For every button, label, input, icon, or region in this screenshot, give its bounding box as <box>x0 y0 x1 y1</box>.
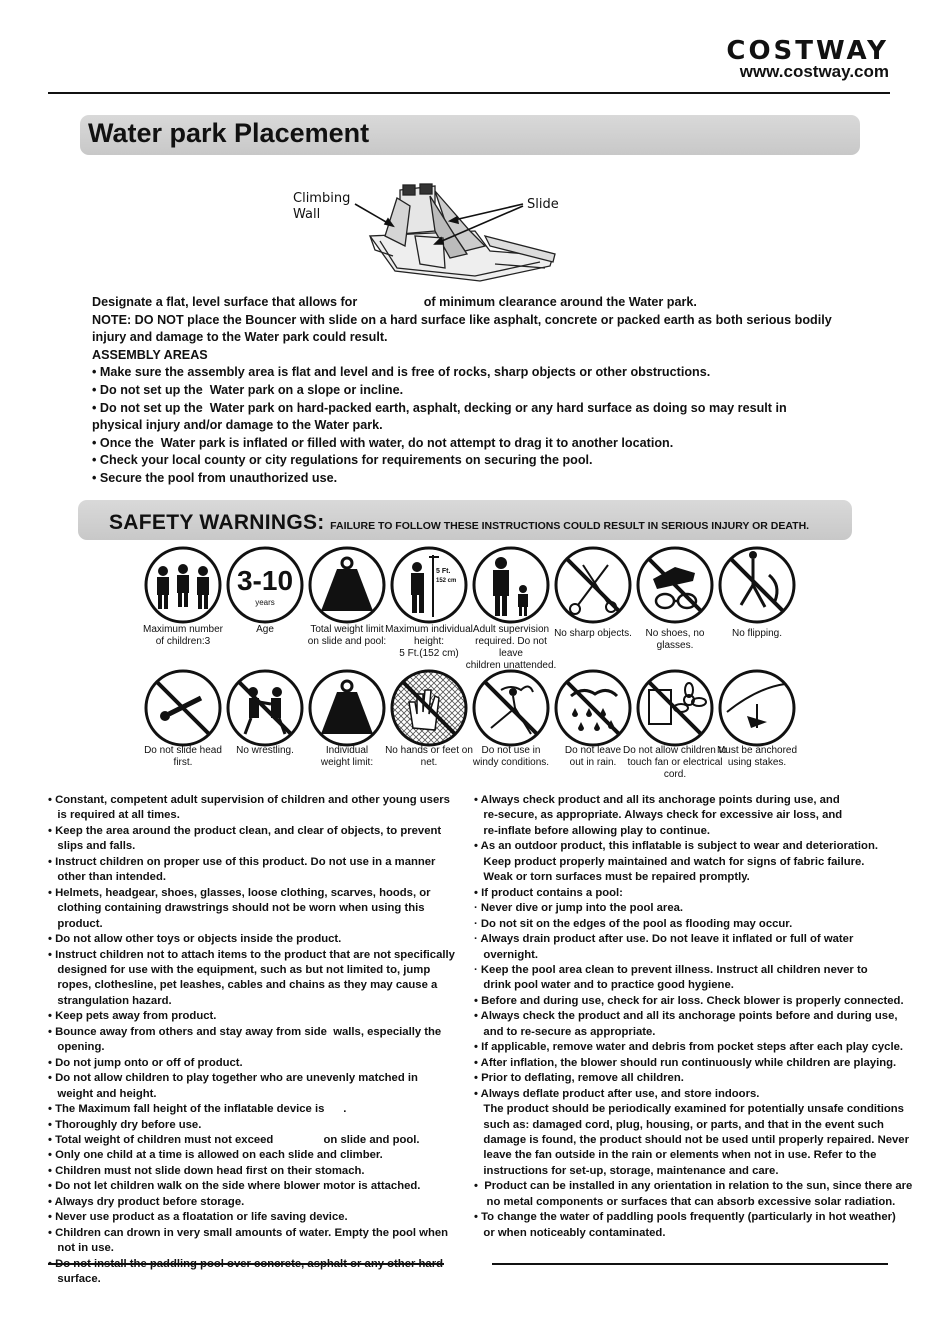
warning-line: · Never dive or jump into the pool area. <box>474 902 684 915</box>
warning-line: damage is found, the product should not be used until properly repaired. Never <box>474 1133 909 1146</box>
warning-line: such as: damaged cord, plug, housing, or parts, and that in the event such <box>474 1118 884 1131</box>
caption-no-hands-on-net: No hands or feet on net. <box>385 745 473 768</box>
warning-line: • Always check the product and all its anchorage points before and during use, <box>474 1010 898 1023</box>
warning-line: · Keep the pool area clean to prevent illness. Instruct all children never to <box>474 963 868 976</box>
warning-line: • Do not let children walk on the side where blower motor is attached. <box>48 1180 421 1193</box>
warning-line: • The Maximum fall height of the inflatable device is . <box>48 1103 347 1116</box>
height-icon <box>389 545 469 625</box>
warning-line: • Always deflate product after use, and store indoors. <box>474 1087 760 1100</box>
placement-line: • Secure the pool from unauthorized use. <box>92 471 338 485</box>
label-climbing: Climbing <box>293 191 351 206</box>
warning-line: • Only one child at a time is allowed on each slide and climber. <box>48 1149 383 1162</box>
warning-line: • Do not allow other toys or objects inside the product. <box>48 933 342 946</box>
warning-line: slips and falls. <box>48 840 136 853</box>
warning-line: strangulation hazard. <box>48 994 172 1007</box>
no-shoes-glasses-icon <box>635 545 715 625</box>
warning-line: product. <box>48 917 103 930</box>
warning-line: • Always dry product before storage. <box>48 1195 245 1208</box>
website-url[interactable]: www.costway.com <box>739 62 889 81</box>
warning-line: • Children can drown in very small amounts of water. Empty the pool when <box>48 1226 449 1239</box>
no-head-first-icon <box>143 668 223 748</box>
caption-anchored: Must be anchored using stakes. <box>716 745 798 768</box>
caption-age: Age <box>256 624 274 635</box>
warning-line: and to re-secure as appropriate. <box>474 1025 656 1038</box>
height-badge-ft: 5 Ft. <box>436 568 451 575</box>
age-badge: 3-10 <box>236 565 294 596</box>
warning-line: • Do not allow children to play together who are unevenly matched in <box>48 1072 418 1085</box>
warning-line: • Total weight of children must not exceed on slide and pool. <box>48 1133 420 1146</box>
individual-weight-icon <box>307 668 387 748</box>
warning-line: or when noticeably contaminated. <box>474 1226 666 1239</box>
caption-no-flipping: No flipping. <box>731 628 783 639</box>
placement-line: • Do not set up the Water park on a slope or incline. <box>92 383 404 397</box>
warning-line: no metal components or surfaces that can absorb excessive solar radiation. <box>474 1195 896 1208</box>
no-sharp-objects-icon <box>553 545 633 625</box>
caption-no-shoes: No shoes, no glasses. <box>645 628 705 651</box>
warning-line: • Children must not slide down head first on their stomach. <box>48 1164 365 1177</box>
warning-line: • Keep the area around the product clean, and clear of objects, to prevent <box>48 824 442 837</box>
caption-max-height: Maximum individual height: 5 Ft.(152 cm) <box>385 624 473 659</box>
warning-line: overnight. <box>474 948 539 961</box>
warning-line: re-inflate before allowing play to continue. <box>474 824 711 837</box>
warning-line: • Constant, competent adult supervision of children and other young users <box>48 794 450 806</box>
warning-line: designed for use with the equipment, such as but not limited to, jump <box>48 963 431 976</box>
right-warning-column <box>474 793 912 1241</box>
brand-logo: COSTWAY <box>726 36 889 66</box>
safety-subheading: FAILURE TO FOLLOW THESE INSTRUCTIONS COULD RESULT IN SERIOUS INJURY OR DEATH. <box>330 520 810 532</box>
placement-line: • Check your local county or city regulations for requirements on securing the pool. <box>92 453 593 468</box>
warning-line: drink pool water and to practice good hygiene. <box>474 979 734 992</box>
caption-no-fan: Do not allow children to touch fan or electrical cord. <box>623 745 727 780</box>
warning-line: clothing containing drawstrings should not be worn when using this <box>48 902 425 915</box>
no-rain-icon <box>553 668 633 748</box>
warning-line: • Instruct children on proper use of this product. Do not use in a manner <box>48 855 436 868</box>
placement-line: NOTE: DO NOT place the Bouncer with slide on a hard surface like asphalt, concrete or packed earth as both serious bodily <box>92 312 832 327</box>
water-park-illustration <box>285 176 575 286</box>
caption-individual-weight: Individual weight limit: <box>320 745 374 768</box>
left-warning-column <box>48 793 455 1288</box>
placement-title: Water park Placement <box>88 118 370 148</box>
caption-no-sharp: No sharp objects. <box>554 628 632 639</box>
warning-line: • Keep pets away from product. <box>48 1010 217 1023</box>
age-icon <box>225 545 305 625</box>
warning-line: · Always drain product after use. Do not leave it inflated or full of water <box>474 933 854 946</box>
weight-icon <box>307 545 387 625</box>
warning-line: • Prior to deflating, remove all children. <box>474 1072 684 1085</box>
label-wall: Wall <box>293 207 321 222</box>
caption-no-rain: Do not leave out in rain. <box>564 745 622 768</box>
no-touch-fan-icon <box>635 668 715 748</box>
warning-line: • After inflation, the blower should run continuously while children are playing. <box>474 1056 897 1069</box>
caption-max-children: Maximum number of children:3 <box>142 624 224 647</box>
safety-title <box>109 511 809 535</box>
warning-line: • If product contains a pool: <box>474 886 623 899</box>
placement-line: ASSEMBLY AREAS <box>92 347 208 362</box>
warning-line: • Thoroughly dry before use. <box>48 1118 202 1131</box>
warning-line: other than intended. <box>48 871 166 884</box>
caption-weight-limit: Total weight limit on slide and pool: <box>307 624 387 647</box>
anchor-stakes-icon <box>717 668 797 748</box>
placement-line: • Do not set up the Water park on hard-packed earth, asphalt, decking or any hard surface as doing so may result in <box>92 400 787 415</box>
warning-line: • Product can be installed in any orientation in relation to the sun, since there are <box>474 1180 913 1193</box>
warning-line: • To change the water of paddling pools frequently (particularly in hot weather) <box>474 1211 896 1224</box>
header-divider <box>48 92 890 94</box>
age-unit: years <box>255 598 275 607</box>
warning-line: • Never use product as a floatation or life saving device. <box>48 1211 348 1224</box>
placement-line: injury and damage to the Water park could result. <box>92 330 388 345</box>
warning-line: instructions for set-up, storage, maintenance and care. <box>474 1164 779 1177</box>
warning-line: • Always check product and all its anchorage points during use, and <box>474 794 840 806</box>
label-slide: Slide <box>527 197 559 212</box>
warning-line: weight and height. <box>48 1087 157 1100</box>
max-children-icon <box>143 545 223 625</box>
warning-line: • Do not jump onto or off of product. <box>48 1056 243 1069</box>
height-badge-cm: 152 cm <box>436 578 457 584</box>
warning-line: • If applicable, remove water and debris from pocket steps after each play cycle. <box>474 1041 904 1054</box>
warning-line: • Bounce away from others and stay away from side walls, especially the <box>48 1025 442 1038</box>
warning-line: • As an outdoor product, this inflatable is subject to wear and deterioration. <box>474 840 878 853</box>
warning-line: The product should be periodically examined for potentially unsafe conditions <box>474 1103 904 1116</box>
no-flipping-icon <box>717 545 797 625</box>
warning-line: ropes, clothesline, pet leashes, cables and chains as they may cause a <box>48 979 438 992</box>
warning-line: re-secure, as appropriate. Always check for excessive air loss, and <box>474 809 843 822</box>
warning-line: not in use. <box>48 1242 114 1255</box>
caption-adult-supervision: Adult supervision required. Do not leave children unattended. <box>465 624 557 671</box>
placement-line: physical injury and/or damage to the Water park. <box>92 418 383 433</box>
footer-divider-right <box>492 1263 888 1265</box>
warning-line: opening. <box>48 1041 105 1054</box>
no-wrestling-icon <box>225 668 305 748</box>
footer-divider-left <box>48 1263 444 1265</box>
no-hands-on-net-icon <box>389 668 469 748</box>
placement-line: • Once the Water park is inflated or filled with water, do not attempt to drag it to another location. <box>92 435 674 450</box>
warning-line: · Do not sit on the edges of the pool as flooding may occur. <box>474 917 793 930</box>
warning-line: • Instruct children not to attach items to the product that are not specifically <box>48 948 455 961</box>
warning-line: • Helmets, headgear, shoes, glasses, loose clothing, scarves, hoods, or <box>48 886 431 899</box>
placement-line: Designate a flat, level surface that allows for of minimum clearance around the Water park. <box>92 295 697 309</box>
no-windy-icon <box>471 668 551 748</box>
caption-no-windy: Do not use in windy conditions. <box>472 745 550 768</box>
adult-supervision-icon <box>471 545 551 625</box>
caption-no-head-first: Do not slide head first. <box>144 745 222 768</box>
warning-line: leave the fan outside in the rain or elements when not in use. Refer to the <box>474 1149 877 1162</box>
caption-no-wrestling: No wrestling. <box>236 745 294 756</box>
warning-line: Keep product properly maintained and watch for signs of fabric failure. <box>474 855 865 868</box>
warning-line: surface. <box>48 1273 101 1286</box>
placement-line: • Make sure the assembly area is flat and level and is free of rocks, sharp objects or other obstructions. <box>92 365 711 380</box>
warning-line: is required at all times. <box>48 809 180 822</box>
warning-line: • Before and during use, check for air loss. Check blower is properly connected. <box>474 994 904 1007</box>
safety-heading: SAFETY WARNINGS: <box>109 511 325 534</box>
warning-line: Weak or torn surfaces must be repaired promptly. <box>474 871 750 884</box>
